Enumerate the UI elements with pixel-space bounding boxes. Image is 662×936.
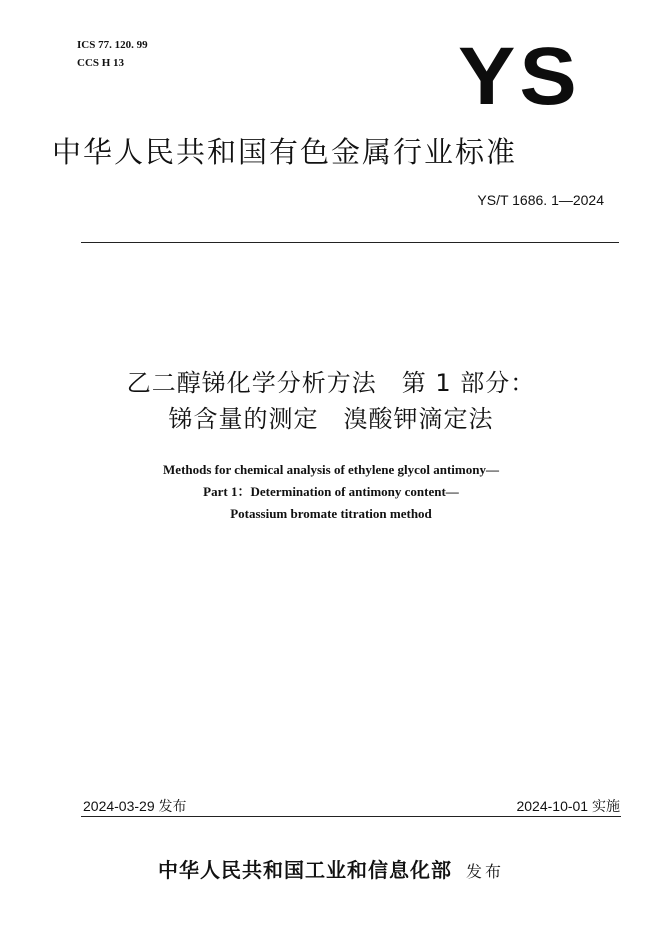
issuing-authority (0, 855, 662, 887)
english-title (0, 459, 662, 525)
ics-code: ICS 77. 120. 99 (77, 39, 148, 51)
chinese-title-line-1: 乙二醇锑化学分析方法 第 1 部分： (126, 369, 536, 397)
publication-date: 2024-03-29 发布 (83, 798, 187, 814)
issuer-suffix: 发布 (465, 862, 504, 881)
issuer-name: 中华人民共和国工业和信息化部 (157, 858, 452, 882)
classification-codes (77, 36, 148, 72)
top-divider (81, 242, 619, 243)
ccs-code: CCS H 13 (77, 57, 125, 69)
english-title-line-2: Part 1：Determination of antimony content— (203, 484, 459, 499)
implementation-date: 2024-10-01 实施 (516, 798, 620, 814)
bottom-divider (81, 816, 621, 817)
chinese-title (0, 365, 662, 437)
standard-number: YS/T 1686. 1—2024 (477, 192, 604, 208)
chinese-title-line-2: 锑含量的测定 溴酸钾滴定法 (168, 405, 494, 433)
ys-logo: YS (458, 30, 581, 122)
english-title-line-3: Potassium bromate titration method (230, 506, 432, 521)
standard-category-title: 中华人民共和国有色金属行业标准 (52, 135, 518, 169)
english-title-line-1: Methods for chemical analysis of ethylene glycol antimony— (163, 462, 499, 477)
